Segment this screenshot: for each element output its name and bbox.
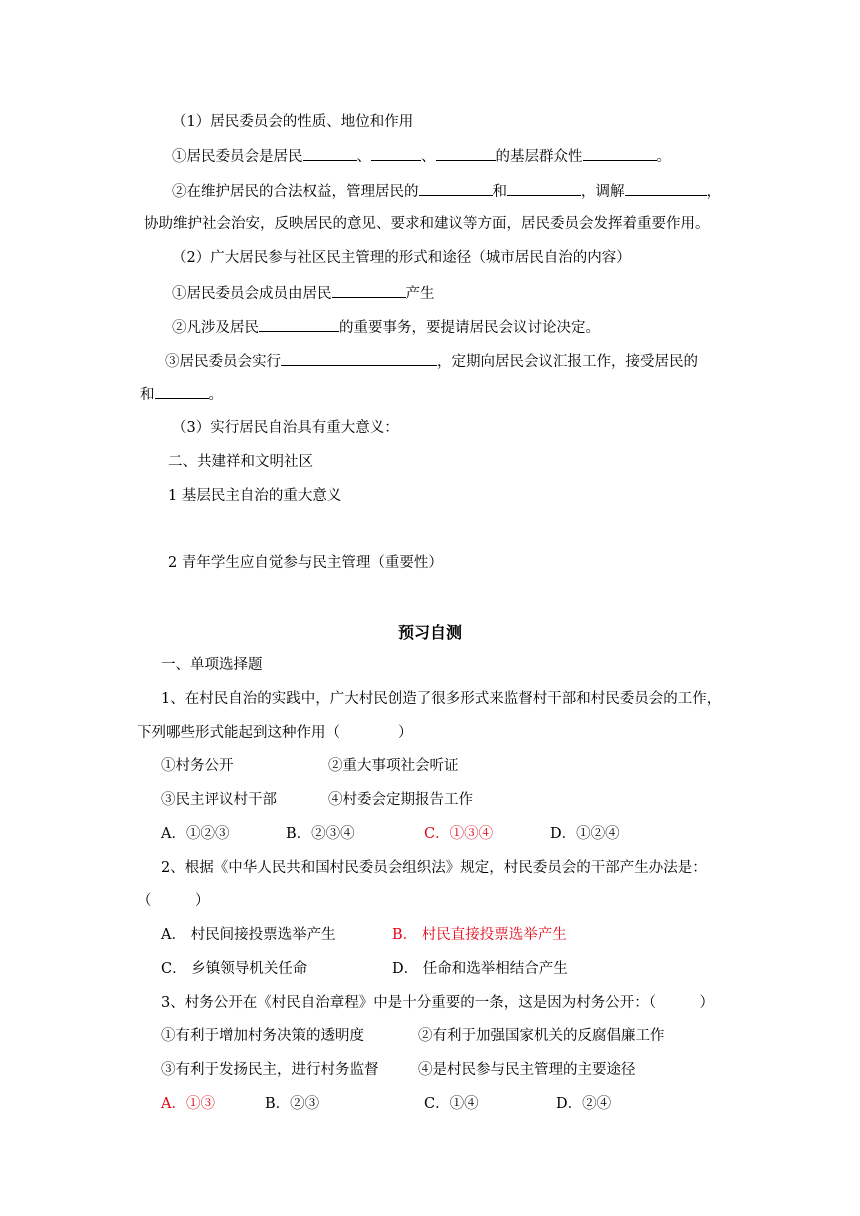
blank[interactable] — [259, 317, 339, 332]
q1-option-b[interactable]: B．②③④ — [286, 826, 355, 842]
section1-heading: （1）居民委员会的性质、地位和作用 — [172, 114, 414, 130]
q2-text-line1: 2、根据《中华人民共和国村民委员会组织法》规定，村民委员会的干部产生办法是： — [161, 860, 707, 876]
q1-option-d[interactable]: D．①②④ — [550, 826, 620, 842]
q2-option-d[interactable]: D． 任命和选举相结合产生 — [392, 961, 568, 977]
blank[interactable] — [419, 181, 493, 196]
part2-heading: 二、共建祥和文明社区 — [168, 454, 313, 470]
q1-text-line1: 1、在村民自治的实践中，广大村民创造了很多形式来监督村干部和村民委员会的工作， — [161, 691, 722, 707]
q3-statement-3: ③有利于发扬民主，进行村务监督 — [161, 1062, 379, 1078]
section2-line1: ①居民委员会成员由居民 产生 — [172, 283, 435, 304]
quiz-section-heading: 一、单项选择题 — [161, 657, 263, 673]
q3-option-c[interactable]: C．①④ — [424, 1096, 479, 1112]
q3-statement-1: ①有利于增加村务决策的透明度 — [161, 1028, 364, 1044]
q2-text-line2: （ ） — [137, 893, 210, 909]
q3-statement-4: ④是村民参与民主管理的主要途径 — [418, 1062, 636, 1078]
q1-option-c-answer[interactable]: C．①③④ — [424, 826, 494, 842]
section3-heading: （3）实行居民自治具有重大意义： — [172, 420, 399, 436]
q2-option-b-answer[interactable]: B． 村民直接投票选举产生 — [392, 927, 567, 943]
blank[interactable] — [436, 146, 496, 161]
section2-heading: （2）广大居民参与社区民主管理的形式和途径（城市居民自治的内容） — [172, 250, 631, 266]
q1-statement-3: ③民主评议村干部 — [161, 792, 277, 808]
blank[interactable] — [583, 146, 657, 161]
blank[interactable] — [332, 283, 406, 298]
part2-item1: 1 基层民主自治的重大意义 — [168, 488, 342, 504]
quiz-title: 预习自测 — [397, 623, 462, 642]
q3-option-b[interactable]: B．②③ — [265, 1096, 320, 1112]
blank[interactable] — [155, 384, 209, 399]
blank[interactable] — [507, 181, 581, 196]
q1-option-a[interactable]: A．①②③ — [161, 826, 230, 842]
blank[interactable] — [303, 146, 357, 161]
section1-line1: ①居民委员会是居民 、 、 的基层群众性 。 — [172, 146, 671, 167]
blank[interactable] — [281, 351, 437, 366]
blank[interactable] — [371, 146, 421, 161]
blank[interactable] — [625, 181, 707, 196]
q3-text: 3、村务公开在《村民自治章程》中是十分重要的一条，这是因为村务公开：（ ） — [161, 995, 714, 1011]
q1-text-line2: 下列哪些形式能起到这种作用（ ） — [137, 725, 413, 741]
section1-line2: ②在维护居民的合法权益，管理居民的 和 ，调解 ， — [172, 181, 721, 202]
q1-statement-4: ④村委会定期报告工作 — [328, 792, 473, 808]
q1-statement-1: ①村务公开 — [161, 758, 234, 774]
part2-item2: 2 青年学生应自觉参与民主管理（重要性） — [168, 555, 443, 571]
q2-option-c[interactable]: C． 乡镇领导机关任命 — [161, 961, 308, 977]
q2-option-a[interactable]: A． 村民间接投票选举产生 — [161, 927, 336, 943]
section2-line3: ③居民委员会实行 ，定期向居民会议汇报工作，接受居民的 — [165, 351, 698, 372]
section1-line3: 协助维护社会治安，反映居民的意见、要求和建议等方面，居民委员会发挥着重要作用。 — [144, 216, 710, 232]
q3-option-d[interactable]: D．②④ — [556, 1096, 612, 1112]
q1-statement-2: ②重大事项社会听证 — [328, 758, 459, 774]
q3-statement-2: ②有利于加强国家机关的反腐倡廉工作 — [418, 1028, 665, 1044]
section2-line2: ②凡涉及居民 的重要事务，要提请居民会议讨论决定。 — [172, 317, 600, 338]
section2-line4: 和 。 — [140, 384, 223, 405]
q3-option-a-answer[interactable]: A．①③ — [161, 1096, 215, 1112]
